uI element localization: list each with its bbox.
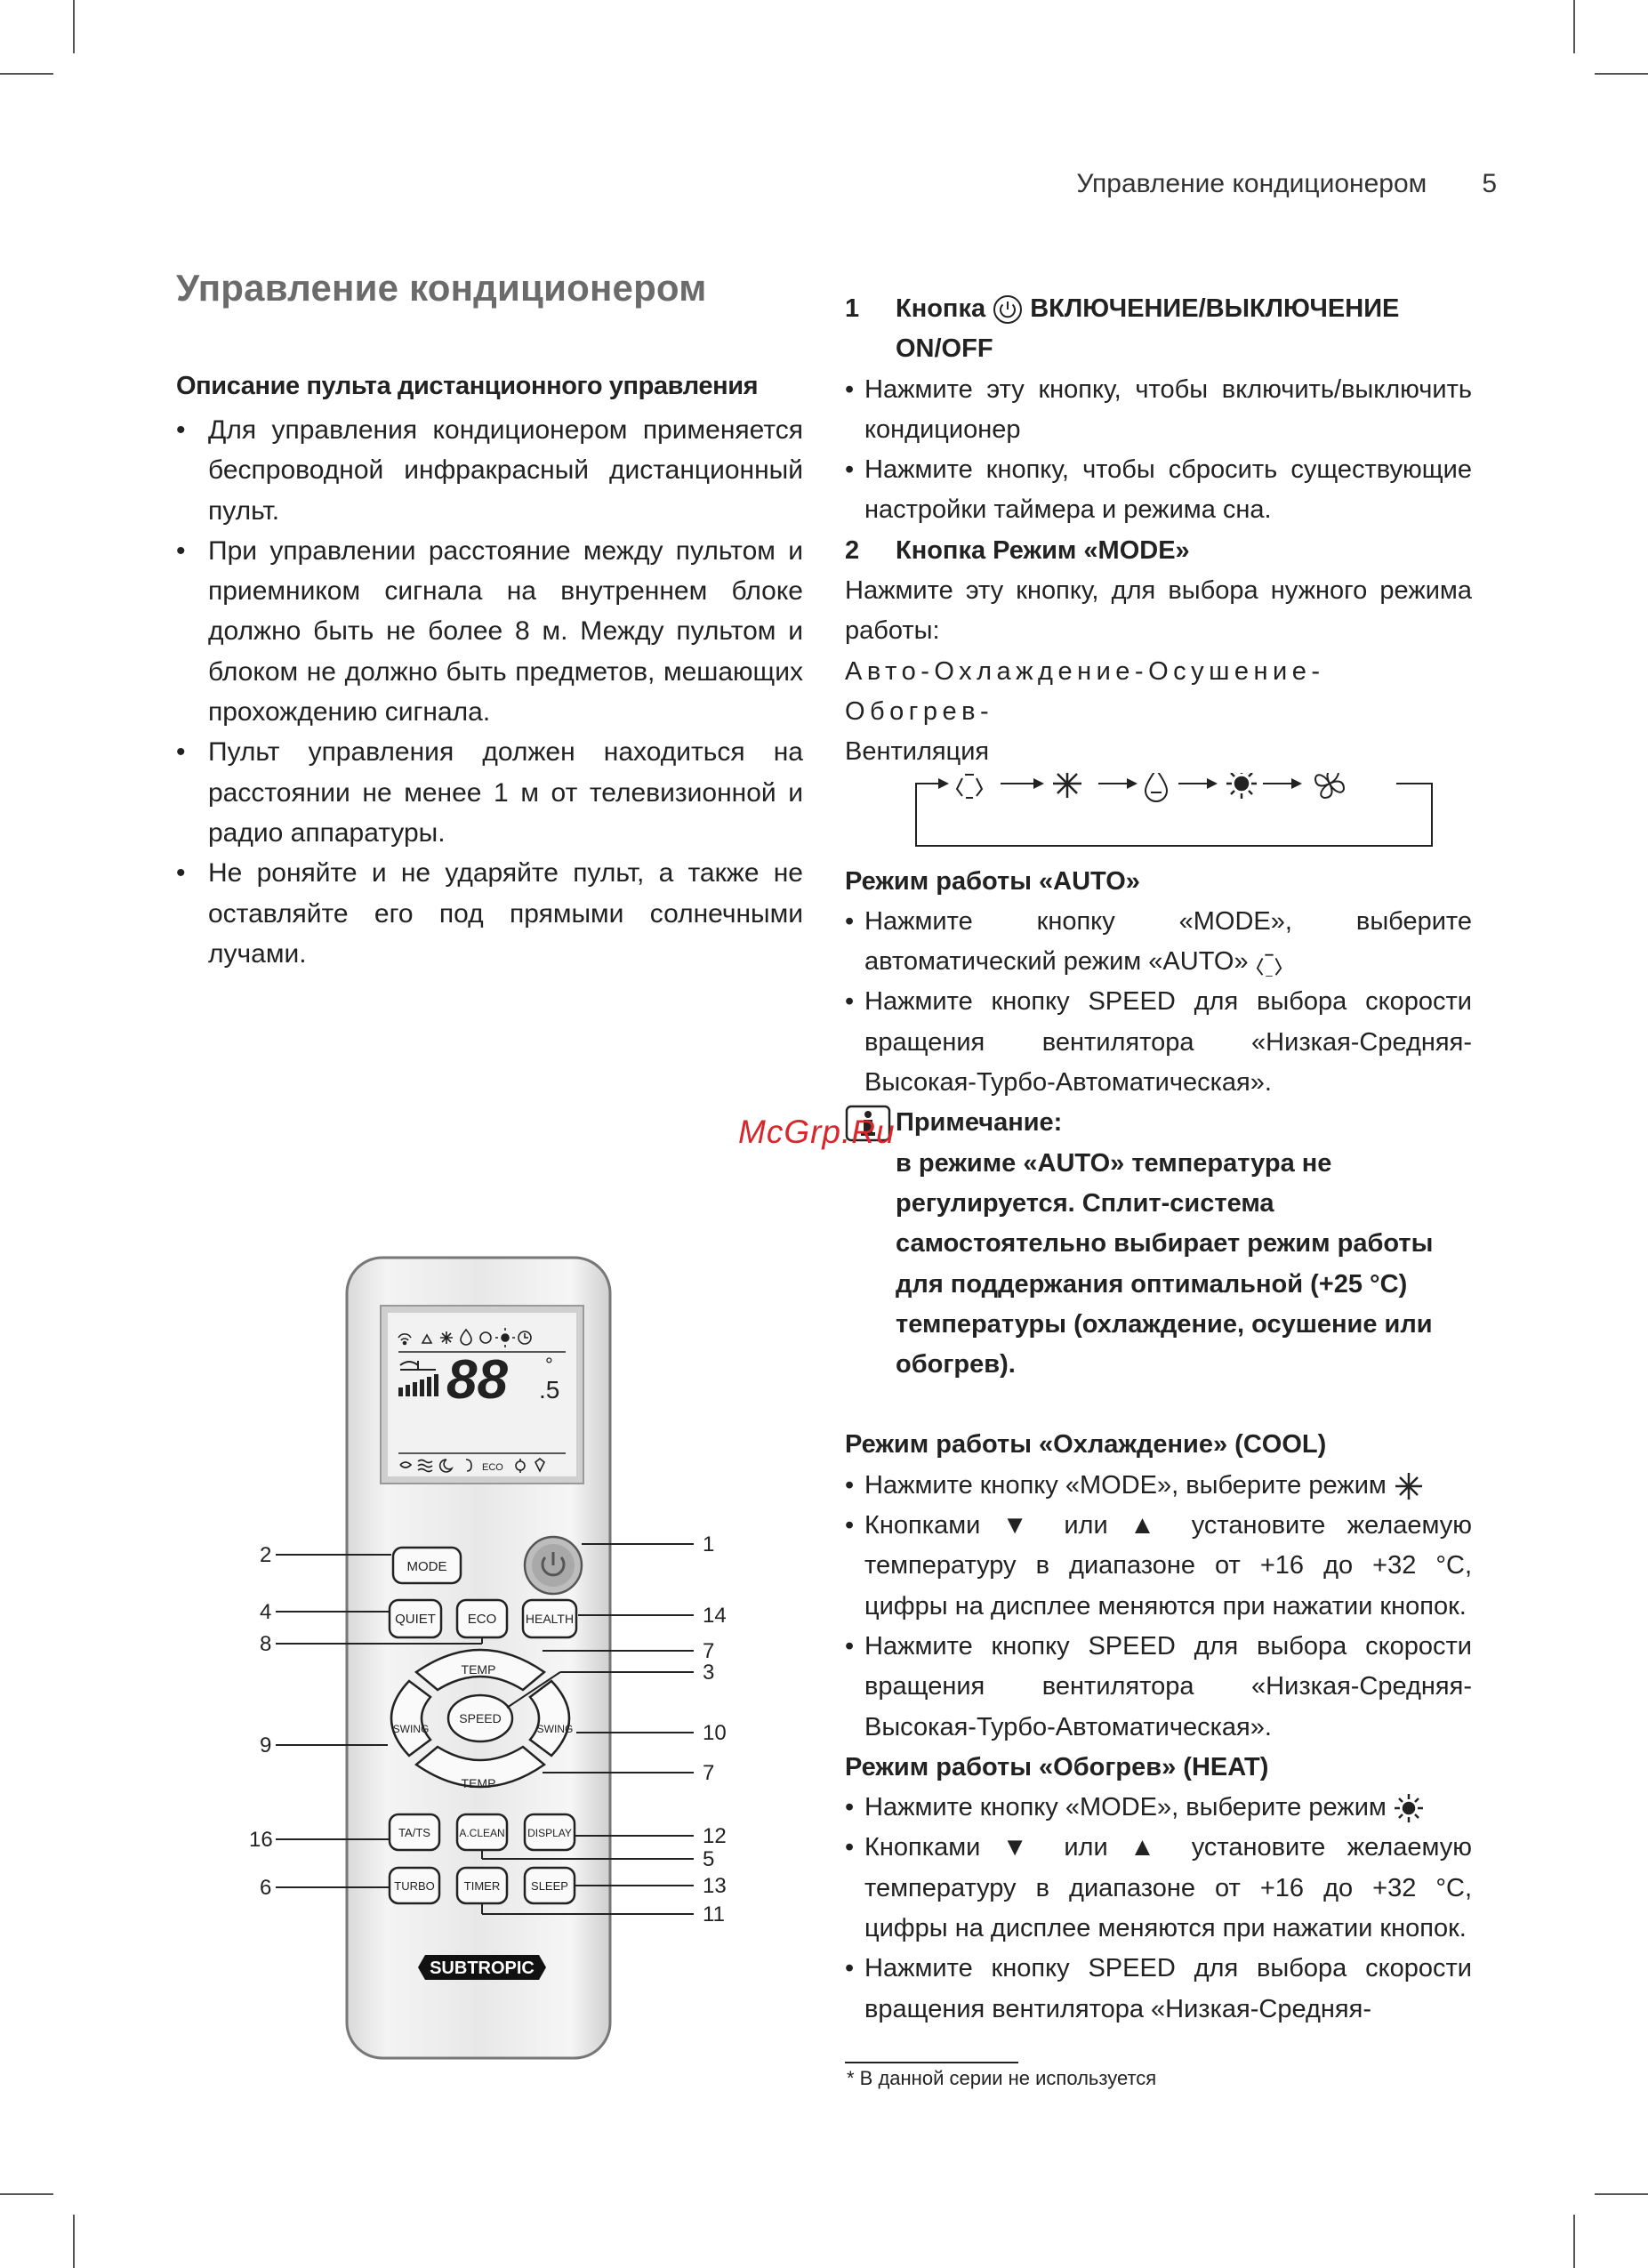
list-item <box>845 1466 1472 1506</box>
mode-sequence: Авто-Охлаждение-Осушение-Обогрев- <box>845 656 1325 726</box>
footnote: * В данной серии не используется <box>847 2067 1157 2089</box>
note-heading <box>845 1103 1472 1143</box>
callout-8: 8 <box>260 1632 272 1656</box>
item-text: или <box>1064 1511 1108 1540</box>
title-part: ВКЛЮЧЕНИЕ/ВЫКЛЮЧЕНИЕ <box>1030 294 1400 323</box>
page-number: 5 <box>1482 169 1497 198</box>
svg-text:DISPLAY: DISPLAY <box>527 1827 572 1839</box>
bullet-list <box>176 410 803 974</box>
callout-14: 14 <box>703 1604 727 1628</box>
remote-svg <box>240 1245 774 2072</box>
footnote-rule <box>845 2062 1018 2063</box>
crop-mark <box>73 2215 75 2268</box>
triangle-down-icon: ▼ <box>1001 1833 1042 1862</box>
tats-button[interactable] <box>390 1814 439 1850</box>
item-text: Кнопками <box>864 1833 981 1862</box>
mode-sequence-cont: Вентиляция <box>845 737 990 767</box>
crop-mark <box>1573 2215 1575 2268</box>
item-text: или <box>1064 1833 1108 1862</box>
crop-mark <box>1573 0 1575 53</box>
lcd-digits: 88 <box>446 1349 508 1411</box>
list-item: • Нажмите эту кнопку, чтобы включить/выключить кондиционер <box>845 370 1472 451</box>
quiet-button[interactable] <box>390 1600 441 1637</box>
svg-text:SLEEP: SLEEP <box>531 1879 568 1893</box>
sun-icon <box>1394 1793 1424 1823</box>
list-item <box>845 1788 1472 1828</box>
sleep-button[interactable] <box>525 1868 575 1903</box>
callout-11: 11 <box>703 1902 725 1926</box>
section-title: Кнопка Режим «MODE» <box>896 535 1190 565</box>
timer-button[interactable] <box>457 1868 507 1903</box>
auto-mode-icon <box>1256 950 1282 977</box>
power-icon <box>993 294 1023 325</box>
mode-heading: Режим работы «Охлаждение» (COOL) <box>845 1430 1327 1460</box>
item-text: Нажмите кнопку «MODE», выберите режим <box>864 1470 1387 1500</box>
svg-text:TA/TS: TA/TS <box>398 1826 430 1839</box>
list-item: • Не роняйте и не ударяйте пульт, а также не оставляйте его под прямыми солнечными лучами. <box>176 853 803 974</box>
callout-4: 4 <box>260 1600 272 1624</box>
section-subheading: Описание пульта дистанционного управления <box>176 372 759 400</box>
mode-cycle-diagram <box>845 773 1472 862</box>
svg-text:TURBO: TURBO <box>394 1879 435 1893</box>
triangle-up-icon: ▲ <box>1129 1511 1170 1540</box>
item-text: Нажмите кнопку «MODE», выберите автоматический режим «AUTO» <box>864 906 1472 977</box>
section-title-cont: ON/OFF <box>896 334 993 364</box>
item-text: установите желаемую температуру в диапазоне от +16 до +32 °С, цифры на дисплее меняются при нажатии кнопок. <box>864 1833 1473 1942</box>
crop-mark <box>1595 2193 1648 2195</box>
svg-text:SPEED: SPEED <box>459 1711 502 1725</box>
svg-text:HEALTH: HEALTH <box>525 1612 575 1626</box>
snowflake-icon <box>1394 1471 1424 1501</box>
list-item: • Нажмите кнопку SPEED для выбора скорости вращения вентилятора «Низкая-Средняя-Высокая-Турбо-Автоматическая». <box>845 982 1472 1103</box>
callout-5: 5 <box>703 1847 715 1871</box>
section-number: 1 <box>845 294 860 323</box>
crop-mark <box>0 2193 53 2195</box>
svg-text:TEMP: TEMP <box>461 1662 496 1677</box>
sun-icon <box>1226 773 1257 799</box>
list-item <box>845 902 1472 983</box>
section-1-heading <box>845 289 1472 329</box>
list-item: • Нажмите кнопку SPEED для выбора скорости вращения вентилятора «Низкая-Средняя- <box>845 1949 1472 2030</box>
callout-2: 2 <box>260 1543 272 1567</box>
svg-text:MODE: MODE <box>406 1559 447 1574</box>
list-item <box>845 1828 1472 1949</box>
crop-mark <box>1595 73 1648 75</box>
aclean-button[interactable] <box>457 1814 507 1850</box>
crop-mark <box>73 0 75 53</box>
triangle-up-icon: ▲ <box>1129 1833 1170 1862</box>
svg-text:TEMP: TEMP <box>461 1776 496 1790</box>
header-title: Управление кондиционером <box>1076 169 1427 198</box>
speed-button[interactable] <box>448 1695 512 1741</box>
page-title: Управление кондиционером <box>176 267 707 309</box>
mode-heading: Режим работы «AUTO» <box>845 866 1140 896</box>
title-part: Кнопка <box>896 294 986 323</box>
svg-text:SWING: SWING <box>536 1723 574 1735</box>
list-item: • При управлении расстояние между пультом и приемником сигнала на внутреннем блоке должно быть не более 8 м. Между пультом и блоком не должно быть предметов, мешающих прохождению сигнала. <box>176 531 803 732</box>
callout-6: 6 <box>260 1876 272 1900</box>
lcd-eco-label: ECO <box>482 1462 503 1473</box>
display-button[interactable] <box>525 1814 575 1850</box>
crop-mark <box>0 73 53 75</box>
drop-icon <box>1146 773 1167 801</box>
list-item: • Нажмите кнопку SPEED для выбора скорости вращения вентилятора «Низкая-Средняя-Высокая-Турбо-Автоматическая». <box>845 1627 1472 1748</box>
callout-16: 16 <box>249 1828 273 1852</box>
brand-logo <box>418 1955 546 1980</box>
paragraph: Нажмите эту кнопку, для выбора нужного режима работы: <box>845 576 1472 646</box>
callout-3: 3 <box>703 1661 715 1685</box>
item-text: установите желаемую температуру в диапазоне от +16 до +32 °С, цифры на дисплее меняются при нажатии кнопок. <box>864 1511 1473 1621</box>
item-text: Нажмите кнопку «MODE», выберите режим <box>864 1793 1387 1822</box>
mode-button[interactable] <box>393 1548 461 1583</box>
mode-cycle-svg <box>845 773 1472 862</box>
list-item: • Нажмите кнопку, чтобы сбросить существующие настройки таймера и режима сна. <box>845 450 1472 531</box>
callout-7a: 7 <box>703 1639 715 1663</box>
callout-12: 12 <box>703 1824 727 1848</box>
snowflake-icon <box>1053 773 1081 798</box>
left-column <box>176 267 803 974</box>
list-item <box>845 1506 1472 1627</box>
callout-13: 13 <box>703 1874 727 1898</box>
list-item: • Для управления кондиционером применяется беспроводной инфракрасный дистанционный пульт. <box>176 410 803 531</box>
callout-9: 9 <box>260 1733 272 1757</box>
section-title <box>896 289 1399 329</box>
callout-10: 10 <box>703 1721 727 1745</box>
mode-heading: Режим работы «Обогрев» (HEAT) <box>845 1752 1269 1781</box>
section-number: 2 <box>845 535 860 565</box>
svg-text:A.CLEAN: A.CLEAN <box>459 1827 505 1839</box>
note-text: в режиме «AUTO» температура не регулируется. Сплит-система самостоятельно выбирает режим работы для поддержания оптимальной (+25 °C) температуры (охлаждение, осушение или обогрев). <box>896 1148 1434 1379</box>
note-title: Примечание: <box>896 1108 1063 1138</box>
fan-icon <box>1315 773 1344 798</box>
right-column <box>845 289 1472 2030</box>
auto-icon <box>957 775 982 798</box>
item-text: Кнопками <box>864 1511 981 1540</box>
triangle-down-icon: ▼ <box>1001 1511 1042 1540</box>
turbo-button[interactable] <box>390 1868 439 1903</box>
eco-button[interactable] <box>457 1600 507 1637</box>
power-button[interactable] <box>525 1537 582 1594</box>
lcd-decimal: .5 <box>539 1376 560 1403</box>
svg-text:QUIET: QUIET <box>395 1612 436 1627</box>
watermark: McGrp.Ru <box>738 1114 896 1150</box>
callout-7b: 7 <box>703 1761 715 1785</box>
svg-text:ECO: ECO <box>467 1612 497 1627</box>
svg-text:SUBTROPIC: SUBTROPIC <box>430 1958 535 1978</box>
health-button[interactable] <box>523 1600 576 1637</box>
svg-text:TIMER: TIMER <box>463 1879 501 1893</box>
list-item: • Пульт управления должен находиться на расстоянии не менее 1 м от телевизионной и радио аппаратуры. <box>176 732 803 853</box>
remote-control-illustration <box>240 1245 774 2072</box>
svg-text:SWING: SWING <box>392 1723 430 1735</box>
callout-1: 1 <box>703 1532 715 1556</box>
running-header <box>1076 169 1497 199</box>
section-2-heading <box>845 531 1472 571</box>
lcd-unit: ° <box>545 1354 553 1376</box>
